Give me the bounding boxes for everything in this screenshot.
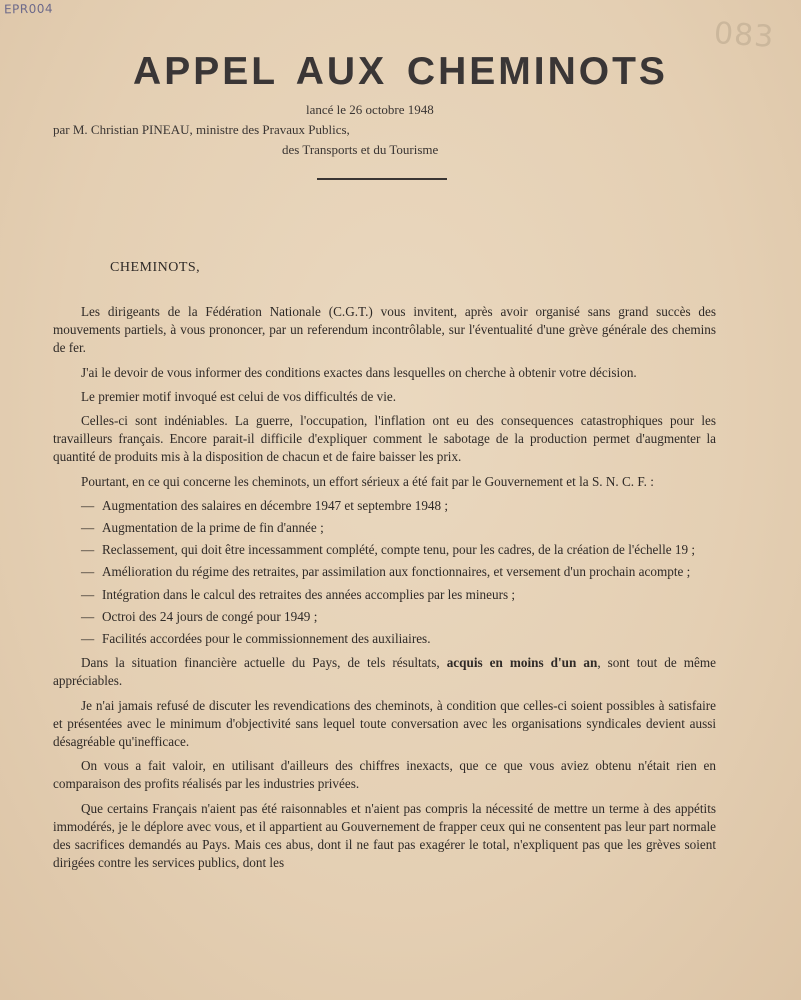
- list-dash: —: [81, 608, 95, 624]
- measures-list: [53, 497, 716, 648]
- list-item-text: Augmentation de la prime de fin d'année ;: [102, 520, 324, 536]
- list-item-text: Facilités accordées pour le commissionnement des auxiliaires.: [102, 631, 431, 647]
- paragraph-text: , sont tout de même appréciables.: [53, 655, 717, 689]
- author-line: par M. Christian PINEAU, ministre des Pravaux Publics,: [53, 122, 350, 137]
- document-title: APPEL AUX CHEMINOTS: [133, 50, 668, 93]
- handwritten-reference: EPR004: [3, 1, 54, 17]
- list-item: [53, 497, 716, 515]
- list-dash: —: [81, 564, 95, 580]
- date-line: lancé le 26 octobre 1948: [306, 102, 434, 117]
- paragraph-text: Dans la situation financière actuelle du Pays, de tels résultats,: [81, 655, 447, 671]
- paragraph: Les dirigeants de la Fédération Nationale (C.G.T.) vous invitent, après avoir organisé sans grand succès des mouvements partiels, à vous prononcer, par un referendum incontrôlable, sur l'éventualité d'une grève générale des chemins de fer.: [53, 304, 716, 356]
- list-item: [53, 519, 716, 537]
- list-dash: —: [81, 631, 95, 647]
- paragraph: Celles-ci sont indéniables. La guerre, l'occupation, l'inflation ont eu des consequences catastrophiques pour les travailleurs français. Encore parait-il difficile d'expliquer comment le sabotage de la production permet d'augmenter la quantité de produits mis à la disposition de chacun et de faire baisser les prix.: [53, 413, 716, 465]
- salutation: CHEMINOTS,: [110, 260, 201, 275]
- letter-body: [53, 303, 716, 878]
- list-dash: —: [81, 520, 95, 536]
- ministry-line: des Transports et du Tourisme: [282, 142, 439, 157]
- list-dash: —: [81, 542, 95, 558]
- list-item-text: Octroi des 24 jours de congé pour 1949 ;: [102, 608, 318, 624]
- paragraph: Je n'ai jamais refusé de discuter les revendications des cheminots, à condition que celles-ci soient possibles à satisfaire et présentées avec le minimum d'objectivité sans lequel toute conversation avec les organisations syndicales devient aussi désagréable qu'inefficace.: [53, 697, 716, 750]
- title-divider: [317, 178, 447, 180]
- list-item-text: Amélioration du régime des retraites, par assimilation aux fonctionnaires, et versement d'un prochain acompte ;: [102, 564, 691, 580]
- list-item: [53, 541, 716, 559]
- paragraph: [53, 654, 716, 690]
- list-item-text: Reclassement, qui doit être incessamment complété, compte tenu, pour les cadres, de la création de l'échelle 19 ;: [102, 542, 696, 558]
- list-item: [53, 586, 716, 604]
- list-dash: —: [81, 586, 95, 602]
- list-dash: —: [81, 497, 95, 513]
- list-item: [53, 563, 716, 581]
- paragraph: Le premier motif invoqué est celui de vos difficultés de vie.: [81, 388, 397, 404]
- list-item-text: Intégration dans le calcul des retraites des années accomplies par les mineurs ;: [102, 586, 516, 602]
- paragraph: Que certains Français n'aient pas été raisonnables et n'aient pas compris la nécessité de mettre un terme à des appétits immodérés, je le déplore avec vous, et il appartient au Gouvernement de frapper ceux qui ne consentent pas leur part normale des sacrifices demandés au Pays. Mais ces abus, dont il ne faut pas exagérer le total, n'expliquent pas que les grèves soient dirigées contre les services publics, dont les: [53, 800, 716, 871]
- paragraph: Pourtant, en ce qui concerne les cheminots, un effort sérieux a été fait par le Gouvernement et la S. N. C. F. :: [81, 473, 654, 489]
- paragraph: On vous a fait valoir, en utilisant d'ailleurs des chiffres inexacts, que ce que vous aviez obtenu n'était rien en comparaison des profits réalisés par les industries privées.: [53, 758, 716, 792]
- handwritten-number: 083: [712, 15, 776, 56]
- list-item: [53, 630, 716, 648]
- list-item-text: Augmentation des salaires en décembre 1947 et septembre 1948 ;: [102, 497, 449, 513]
- list-item: [53, 608, 716, 626]
- emphasis-text: acquis en moins d'un an: [446, 655, 598, 671]
- paragraph: J'ai le devoir de vous informer des conditions exactes dans lesquelles on cherche à obtenir votre décision.: [81, 364, 637, 380]
